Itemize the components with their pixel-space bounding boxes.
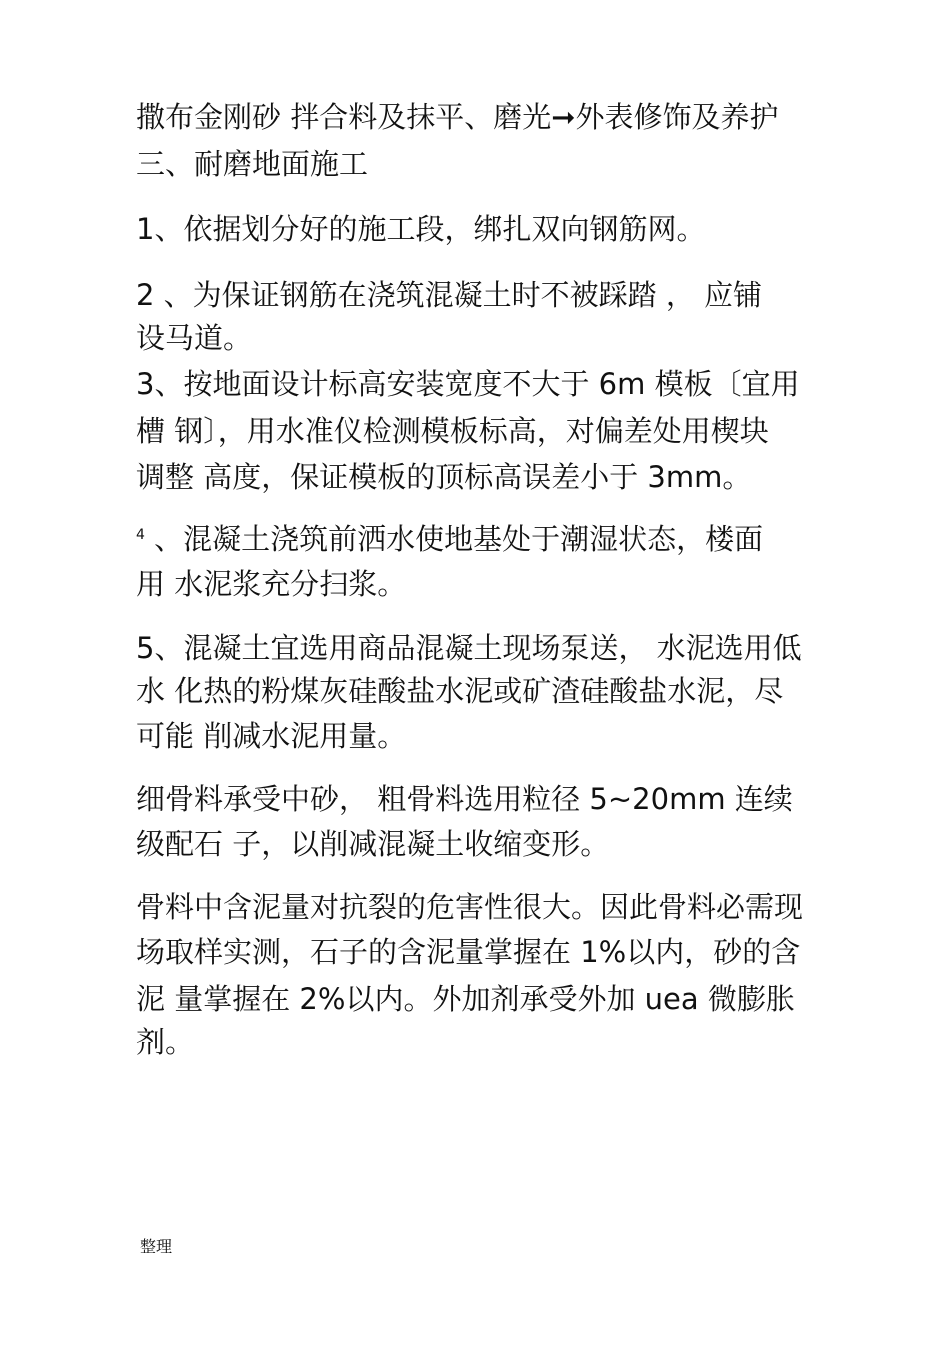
page-footer: 整理 [140,1237,173,1256]
text-line: 水 化热的粉煤灰硅酸盐水泥或矿渣硅酸盐水泥，尽 [136,674,784,708]
text-fragment: 、混凝土浇筑前洒水使地基处于潮湿状态，楼面 [144,522,764,556]
text-line: 泥 量掌握在 2%以内。外加剂承受外加 uea 微膨胀 [136,982,795,1016]
text-line: 槽 钢〕，用水准仪检测模板标高，对偏差处用楔块 [136,414,769,448]
text-line: 调整 高度，保证模板的顶标高误差小于 3mm。 [136,460,752,494]
text-line: 3、按地面设计标高安装宽度不大于 6m 模板〔宜用 [136,367,800,401]
section-heading: 三、耐磨地面施工 [136,147,369,181]
text-line: 1、依据划分好的施工段，绑扎双向钢筋网。 [136,212,706,246]
text-line [136,521,763,557]
item-number: 4 [136,527,145,543]
text-line: 设马道。 [136,321,253,355]
text-line: 场取样实测，石子的含泥量掌握在 1%以内，砂的含 [136,935,801,969]
text-line: 撒布金刚砂 拌合料及抹平、磨光➞外表修饰及养护 [136,100,779,134]
text-line: 骨料中含泥量对抗裂的危害性很大。因此骨料必需现 [136,890,804,924]
text-line: 细骨料承受中砂， 粗骨料选用粒径 5~20mm 连续 [136,782,793,816]
text-line: 2 、为保证钢筋在浇筑混凝土时不被踩踏 ， 应铺 [136,278,763,312]
text-line: 用 水泥浆充分扫浆。 [136,567,407,601]
text-line: 可能 削减水泥用量。 [136,719,407,753]
text-line: 级配石 子，以削减混凝土收缩变形。 [136,827,610,861]
text-line: 5、混凝土宜选用商品混凝土现场泵送， 水泥选用低 [136,631,802,665]
text-line: 剂。 [136,1025,195,1059]
